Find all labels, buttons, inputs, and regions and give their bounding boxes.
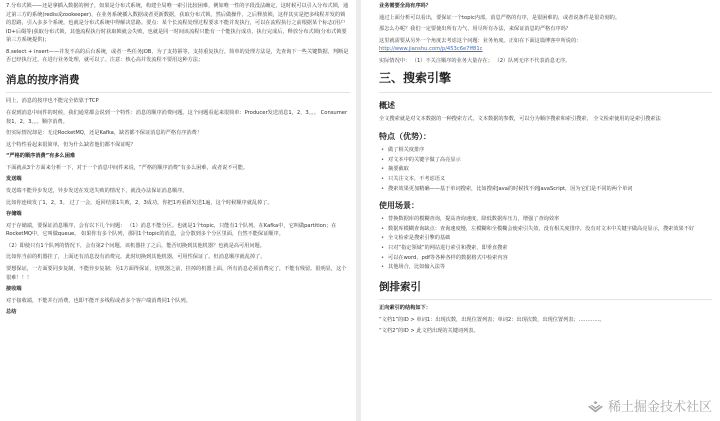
list-item: • 对文本中的关键字做了高亮显示	[379, 156, 712, 165]
paragraph: 实际情况中： （1）不关注顺序的业务大量存在； （2）队列无序不代表消息无序。	[379, 57, 571, 64]
paragraph: 全文搜索就是对文本数据的一种搜索方式，文本数据的参数，可以分为顺序搜索和索引搜索， 全文检索使用的是索引搜索法	[379, 116, 661, 123]
subheading-receiver: 接收端	[6, 286, 22, 293]
subheading-strict-order: “严格的顺序消费”有多么困难	[6, 153, 76, 160]
left-document-page	[0, 0, 356, 421]
subheading-forward-index: 正向索引的结构如下：	[379, 305, 431, 312]
paragraph-select-insert: 8.select + insert——并发不高的后台系统，或者一些任务JOB，为了支持幂等，支持重复执行，简单的处理方法是，先查询下一些关键数据，判断是否已经执行过，在进行业务处理，就可以了。注意：核心高并发流程不要用这种方法；	[6, 48, 349, 64]
watermark-text: 稀土掘金技术社区	[607, 399, 712, 415]
heading-overview: 概述	[379, 101, 395, 111]
paragraph: 比如你连续发了1，2，3。 过了一会，返回结果1失败，2，3成功。你把1再重新发送1遍，这个时候顺序就乱掉了。	[6, 199, 273, 206]
paragraph: 同上，消息的按序也不能完全依靠于TCP	[6, 98, 99, 105]
list-item: • 只对“指定领域”的网站进行索引和搜索，即垂直搜索	[379, 244, 712, 253]
paragraph: 但实际情况却是：无论RocketMQ，还是Kafka，缺省都不保证消息的严格有序消费！	[6, 130, 203, 137]
paragraph: 下面就从3个方面来分析一下，对于一个消息中间件来说，“严格的顺序消费”有多么困难，或者说不可能。	[6, 164, 249, 171]
paragraph: 发送端不能异步发送，异步发送在发送失败的情况下，就没办法保证消息顺序。	[6, 187, 188, 194]
paragraph: “文档1”的ID > 单词1：出现次数，出现位置列表；单词2：出现次数，出现位置列表；…………。	[379, 316, 605, 323]
list-item: • 替换数据库的模糊查询，提高查询速度，降低数据库压力，增强了查询效率	[379, 215, 712, 224]
paragraph: 那怎么办呢？我们一定要使出所有力气、用尽所有办法，来保证消息的严格有序吗？	[379, 26, 571, 33]
heading-message-order: 消息的按序消费	[6, 72, 350, 93]
subheading-summary: 总结	[6, 309, 17, 316]
heading-search-engine: 三、搜索引擎	[379, 69, 712, 93]
usage-list	[379, 215, 712, 271]
paragraph-distributed-lock: 7.分布式锁——还是拿插入数据的例子，如果是分布式系统，构建全局唯一索引比较困难，例如唯一性的字段没法确定，这时候可以引入分布式锁，通过第三方的系统(redis或zookeeper)，在业务系统插入数据或者更新数据，获取分布式锁，然后做操作，之后释放锁，这样其实是把多线程并发的锁的思路，引入多多个系统，也就是分布式系统中得解决思路。要点：某个长流程处理过程要求不能并发执行，可以在流程执行之前根据某个标志(用户ID+后缀等)获取分布式锁，其他流程执行时获取锁就会失败，也就是同一时间该流程只能有一个能执行成功，执行完成后，释放分布式锁(分布式锁要第三方系统提供)；	[6, 3, 349, 44]
paragraph: （2）即使只有1个队列的情况下，会有第2个问题。该机器挂了之后，能否切换到其他机器？也就是高可用问题。	[6, 242, 265, 249]
list-item: • 搜索效果更加精确——基于单词搜索，比如搜索Java的时候找不到JavaScript，因为它们是不同的两个单词	[379, 185, 712, 194]
paragraph: 这里就需要从另外一个角度去考虑这个问题：业务角度。正如在下面这篇博客中所说的：	[379, 37, 582, 44]
subheading-global-order: 业务需要全局有序吗？	[379, 3, 431, 9]
juejin-logo-icon	[587, 400, 604, 414]
paragraph: 通过上面分析可以看出，要保证一个topic内部，消息严格的有序，是很困难的，或者说条件是很苛刻的。	[379, 14, 621, 21]
list-item: • 摘要截取	[379, 165, 712, 174]
paragraph: 对于接收端，不能并行消费，也即不能开多线程或者多个客户端消费同1个队列。	[6, 297, 191, 304]
paragraph: 在说到消息中间件的时候，我们通常都会说到一个特性：消息的顺序消费问题。这个问题看起来很简单：Producer发送消息1，2，3。。。 Consumer按1，2，3。。。顺序消费。	[6, 109, 348, 125]
heading-usage: 使用场景：	[379, 201, 419, 211]
subheading-storage: 存储端	[6, 211, 22, 218]
list-item: • 数据库模糊查询缺点：查询速度慢，左模糊和全模糊会使索引失效，没有相关度排序，没有对文本中关键字做高亮显示，搜索效果不好	[379, 225, 712, 234]
subheading-sender: 发送端	[6, 176, 22, 183]
list-item: • 做了相关度排序	[379, 146, 712, 155]
list-item: • 可以在word、pdf等各种各样的数据格式中检索内容	[379, 254, 712, 263]
list-item: • 只关注文本，不考虑语义	[379, 175, 712, 184]
paragraph: 这个特性看起来很简单，但为什么缺省他们都不保证呢？	[6, 141, 136, 148]
list-item: • 其他场合，比如输入法等	[379, 263, 712, 272]
watermark	[587, 397, 712, 418]
list-item: • 全文检索是搜索引擎的基础	[379, 234, 712, 243]
right-document-page	[361, 0, 720, 421]
blog-link[interactable]: http://www.jianshu.com/p/453c6e7ff81c	[379, 46, 483, 53]
features-list	[379, 146, 712, 193]
heading-features: 特点（优势）：	[379, 132, 431, 142]
heading-inverted-index: 倒排索引	[379, 279, 712, 300]
paragraph: 比如你当前的机器挂了，上面还有消息没有消费完。此时切换到其他机器，可用性保证了。但消息顺序就乱掉了。	[6, 254, 266, 261]
paragraph: 对于存储端，要保证消息顺序，会有以下几个问题： （1）消息不能分区。也就是1个topic，只能有1个队列。在Kafka中，它叫做partition；在RocketMQ中，它叫做queue。 如果你有多个队列，那同1个topic的消息，会分散到多个分区里面，自然不能保证顺序。	[6, 222, 337, 238]
paragraph: 要想保证，一方面要同步复制，不能异步复制；另1方面得保证，切机器之前，挂掉的机器上面，所有消息必须消费完了，不能有残留。很明显，这个很难！！！	[6, 266, 347, 281]
paragraph: “文档2”的ID > 此文档出现的关键词列表。	[379, 328, 479, 335]
